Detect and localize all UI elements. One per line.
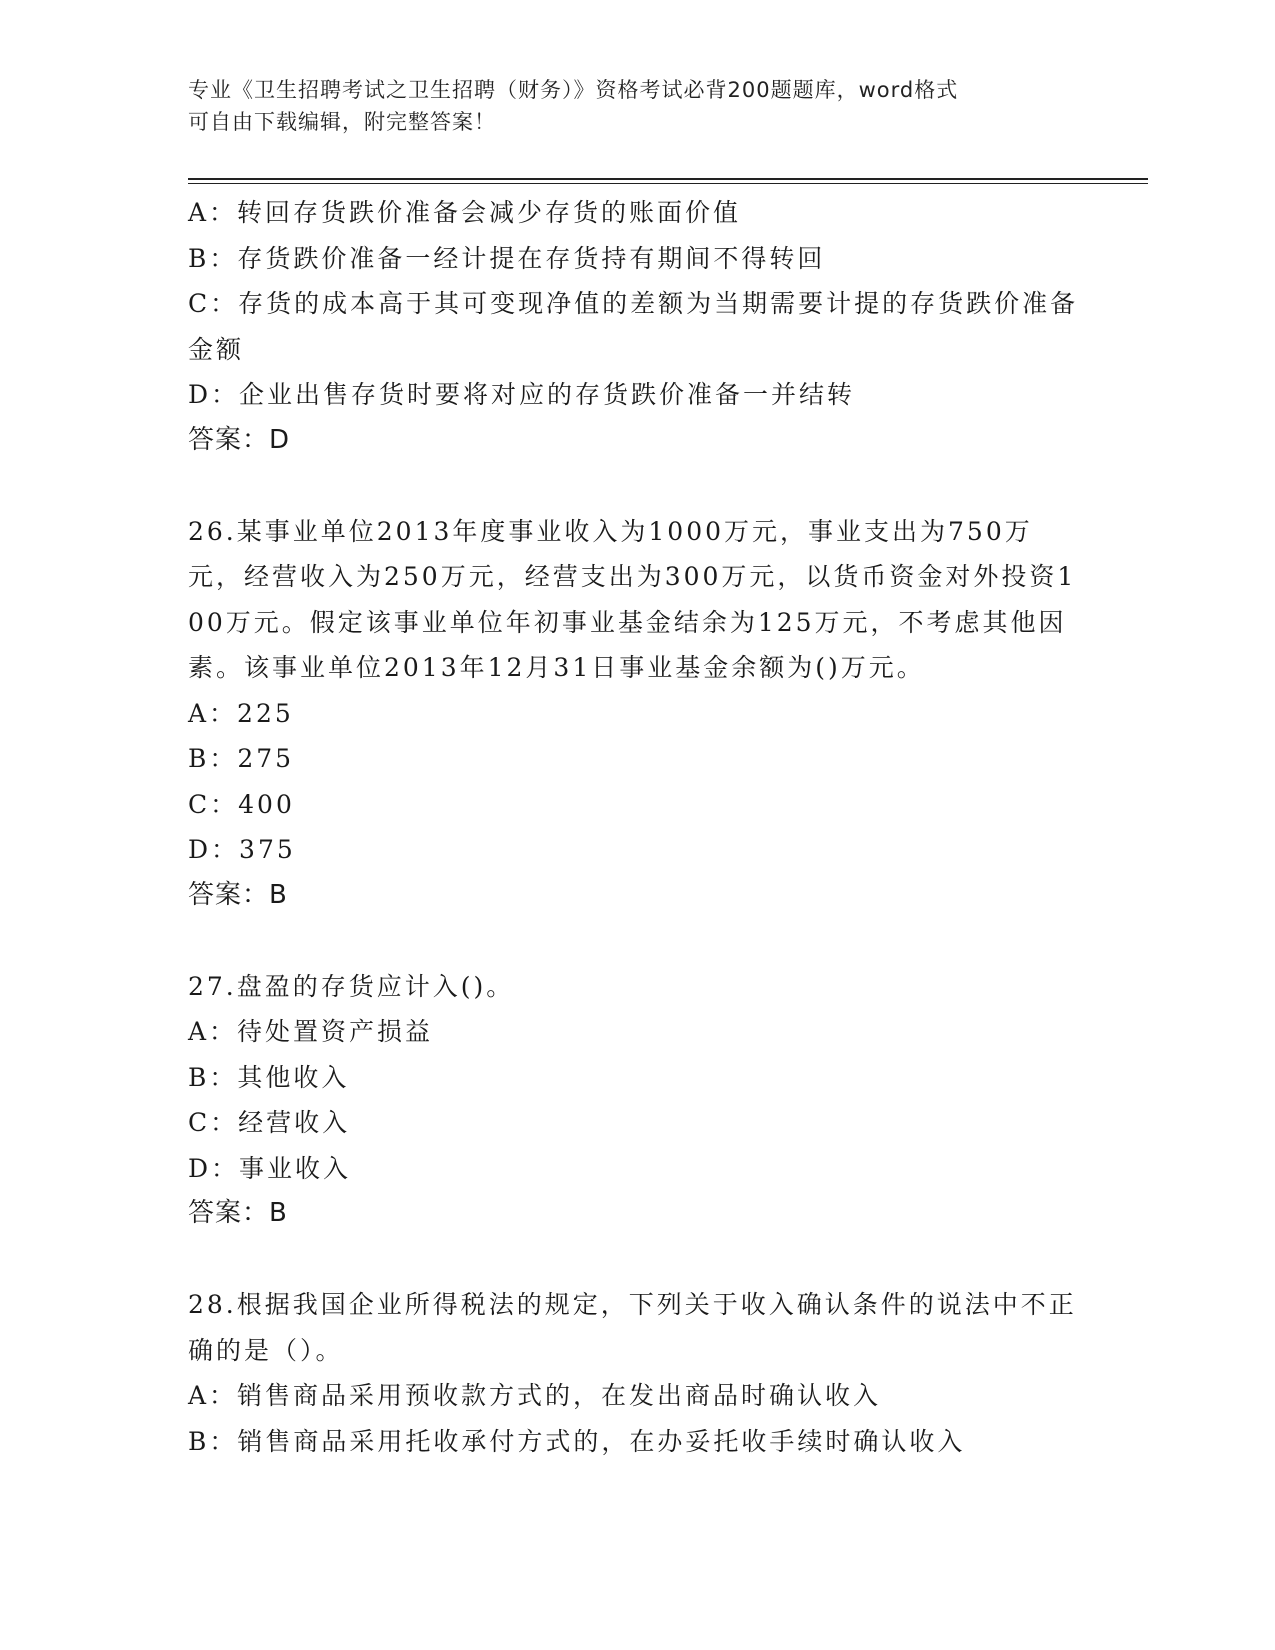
header-rule-thick (188, 178, 1148, 180)
question-27 (188, 964, 1088, 1237)
header-rule-thin (188, 183, 1148, 184)
option-a: A：转回存货跌价准备会减少存货的账面价值 (188, 198, 742, 227)
question-28 (188, 1282, 1088, 1464)
question-stem: 27.盘盈的存货应计入()。 (188, 971, 515, 1001)
option-a: A：销售商品采用预收款方式的，在发出商品时确认收入 (188, 1381, 882, 1410)
option-d: D：企业出售存货时要将对应的存货跌价准备一并结转 (188, 380, 856, 409)
question-stem: 28.根据我国企业所得税法的规定，下列关于收入确认条件的说法中不正确的是（）。 (188, 1290, 1077, 1365)
option-a: A：待处置资产损益 (188, 1017, 434, 1046)
question-26 (188, 509, 1088, 919)
header-title-line-2: 可自由下载编辑，附完整答案！ (188, 110, 496, 134)
spacer (188, 918, 1088, 964)
spacer (188, 463, 1088, 509)
question-25 (188, 190, 1088, 463)
question-stem: 26.某事业单位2013年度事业收入为1000万元，事业支出为750万元，经营收入为250万元，经营支出为300万元，以货币资金对外投资100万元。假定该事业单位年初事业基金结余为125万元，不考虑其他因素。该事业单位2013年12月31日事业基金余额为()万元。 (188, 516, 1077, 682)
document-header (188, 74, 1088, 138)
question-list (188, 190, 1088, 1464)
option-d: D：事业收入 (188, 1153, 352, 1183)
option-c: C：400 (188, 789, 295, 819)
option-c: C：经营收入 (188, 1108, 351, 1137)
header-title-line-1: 专业《卫生招聘考试之卫生招聘（财务）》资格考试必背200题题库，word格式 (188, 78, 959, 102)
answer-line: 答案：D (188, 424, 291, 455)
option-d: D：375 (188, 835, 296, 864)
spacer (188, 1237, 1088, 1283)
option-b: B：销售商品采用托收承付方式的，在办妥托收手续时确认收入 (188, 1426, 966, 1456)
option-c: C：存货的成本高于其可变现净值的差额为当期需要计提的存货跌价准备金额 (188, 289, 1079, 364)
option-b: B：其他收入 (188, 1062, 350, 1092)
answer-line: 答案：B (188, 879, 288, 910)
option-b: B：275 (188, 744, 295, 773)
answer-line: 答案：B (188, 1198, 288, 1228)
option-b: B：存货跌价准备一经计提在存货持有期间不得转回 (188, 243, 826, 273)
option-a: A：225 (188, 698, 294, 728)
